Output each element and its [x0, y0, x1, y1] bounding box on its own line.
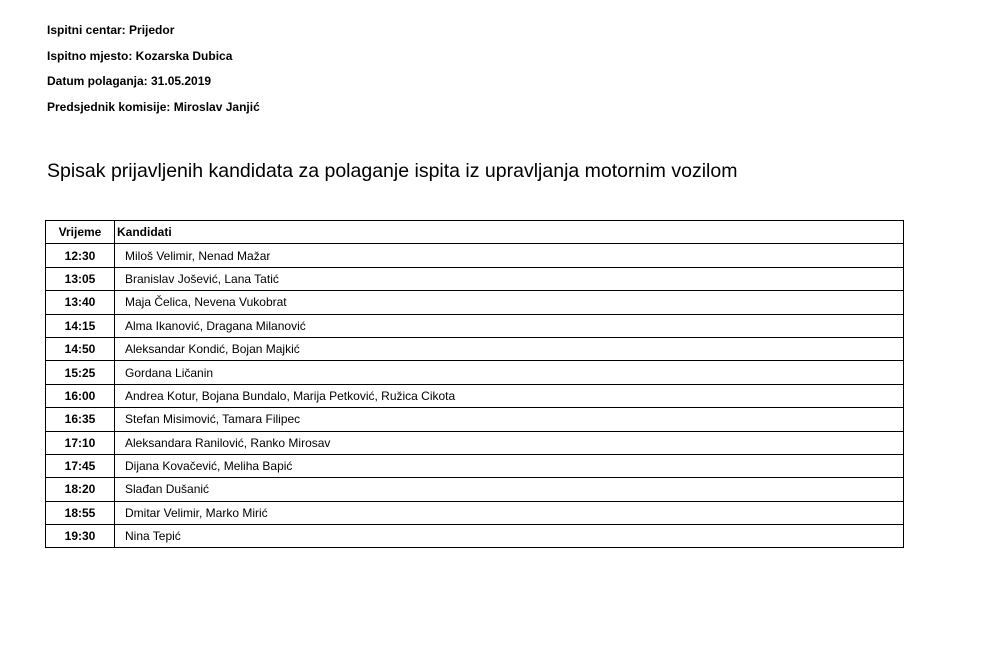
row-candidates: Aleksandara Ranilović, Ranko Mirosav — [115, 431, 904, 454]
row-candidates: Stefan Misimović, Tamara Filipec — [115, 408, 904, 431]
table-row — [46, 408, 904, 431]
candidates-table — [45, 220, 904, 548]
exam-place: Ispitno mjesto: Kozarska Dubica — [47, 49, 233, 63]
table-header-row — [46, 221, 904, 244]
row-candidates: Slađan Dušanić — [115, 478, 904, 501]
commission-president: Predsjednik komisije: Miroslav Janjić — [47, 100, 260, 114]
row-time: 12:30 — [46, 244, 115, 267]
row-time: 14:50 — [46, 337, 115, 360]
table-row — [46, 314, 904, 337]
row-time: 19:30 — [46, 525, 115, 548]
row-candidates: Andrea Kotur, Bojana Bundalo, Marija Petković, Ružica Cikota — [115, 384, 904, 407]
exam-date: Datum polaganja: 31.05.2019 — [47, 74, 212, 88]
row-candidates: Miloš Velimir, Nenad Mažar — [115, 244, 904, 267]
row-time: 17:45 — [46, 454, 115, 477]
row-time: 16:35 — [46, 408, 115, 431]
document-title: Spisak prijavljenih kandidata za polaganje ispita iz upravljanja motornim vozilom — [47, 160, 738, 182]
row-time: 13:05 — [46, 267, 115, 290]
row-time: 18:55 — [46, 501, 115, 524]
row-candidates: Maja Čelica, Nevena Vukobrat — [115, 291, 904, 314]
table-row — [46, 244, 904, 267]
row-time: 15:25 — [46, 361, 115, 384]
table-row — [46, 478, 904, 501]
row-candidates: Aleksandar Kondić, Bojan Majkić — [115, 337, 904, 360]
column-header-time: Vrijeme — [46, 221, 115, 244]
row-time: 16:00 — [46, 384, 115, 407]
row-time: 13:40 — [46, 291, 115, 314]
row-time: 17:10 — [46, 431, 115, 454]
row-time: 14:15 — [46, 314, 115, 337]
row-candidates: Alma Ikanović, Dragana Milanović — [115, 314, 904, 337]
exam-center: Ispitni centar: Prijedor — [47, 23, 175, 37]
table-row — [46, 431, 904, 454]
table-row — [46, 384, 904, 407]
row-candidates: Gordana Ličanin — [115, 361, 904, 384]
row-candidates: Nina Tepić — [115, 525, 904, 548]
table-row — [46, 361, 904, 384]
table-row — [46, 291, 904, 314]
table-row — [46, 454, 904, 477]
table-row — [46, 267, 904, 290]
row-candidates: Dijana Kovačević, Meliha Bapić — [115, 454, 904, 477]
table-row — [46, 525, 904, 548]
row-time: 18:20 — [46, 478, 115, 501]
table-row — [46, 337, 904, 360]
column-header-candidates: Kandidati — [115, 221, 904, 244]
row-candidates: Dmitar Velimir, Marko Mirić — [115, 501, 904, 524]
row-candidates: Branislav Jošević, Lana Tatić — [115, 267, 904, 290]
table-row — [46, 501, 904, 524]
